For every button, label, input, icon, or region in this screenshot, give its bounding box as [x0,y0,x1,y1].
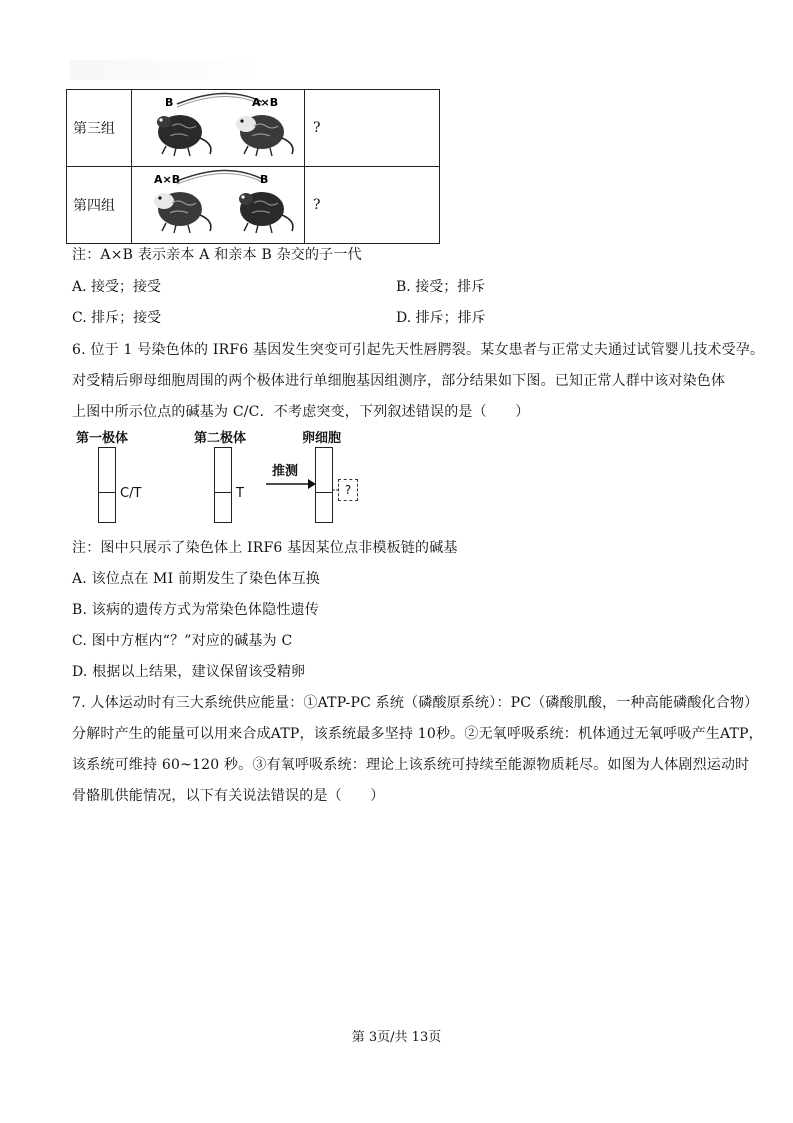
mouse-pair-illustration [132,90,304,162]
group-label: 第三组 [67,90,132,167]
mouse-dark-icon [239,192,293,233]
q6-stem-line: 上图中所示位点的碱基为 C/C．不考虑突变，下列叙述错误的是（ ） [72,404,530,420]
q7-stem-line: 分解时产生的能量可以用来合成ATP，该系统最多坚持 10秒。②无氧呼吸系统：机体通过无氧呼吸产生ATP， [72,726,763,742]
table-row [67,167,440,244]
scan-artifact [70,60,270,80]
result-cell: ? [305,167,440,244]
q5-option-a: A. 接受；接受 [72,279,162,295]
mouse-transplant-figure [132,167,305,244]
experiment-table [66,89,440,244]
q6-option-a: A. 该位点在 MI 前期发生了染色体互换 [72,571,320,587]
q7-stem-line: 骨骼肌供能情况，以下有关说法错误的是（ ） [72,788,385,804]
q5-option-b: B. 接受；排斥 [396,279,486,295]
second-polar-base: T [236,486,244,501]
q7-stem-line: 7. 人体运动时有三大系统供应能量：①ATP-PC 系统（磷酸原系统）：PC（磷酸肌酸，一种高能磷酸化合物） [72,695,759,711]
unknown-base-box: ? [338,479,358,501]
first-polar-chromosome [98,447,116,523]
mouse-hybrid-icon [236,115,293,156]
q6-stem-line: 对受精后卵母细胞周围的两个极体进行单细胞基因组测序，部分结果如下图。已知正常人群中该对染色体 [72,373,726,389]
mouse-pair-illustration [132,167,304,239]
group-label: 第四组 [67,167,132,244]
left-parent-label: A×B [154,173,181,186]
q6-option-b: B. 该病的遗传方式为常染色体隐性遗传 [72,602,319,618]
figure-note: 注：图中只展示了染色体上 IRF6 基因某位点非模板链的碱基 [72,540,458,556]
mouse-transplant-figure [132,90,305,167]
second-polar-chromosome [214,447,232,523]
table-note: 注：A×B 表示亲本 A 和亲本 B 杂交的子一代 [72,247,362,263]
q6-option-c: C. 图中方框内“？”对应的碱基为 C [72,633,293,649]
table-row [67,90,440,167]
q7-stem-line: 该系统可维持 60~120 秒。③有氧呼吸系统：理论上该系统可持续至能源物质耗尽。如图为人体剧烈运动时 [72,757,750,773]
egg-label: 卵细胞 [302,431,342,446]
mouse-dark-icon [157,115,211,156]
mouse-hybrid-icon [154,192,211,233]
second-polar-label: 第二极体 [194,431,247,446]
page-footer: 第 3页/共 13页 [351,1030,442,1045]
infer-arrow-label: 推测 [272,464,299,479]
right-parent-label: B [260,173,269,186]
result-cell: ? [305,90,440,167]
q5-option-c: C. 排斥；接受 [72,310,162,326]
q5-option-d: D. 排斥；排斥 [396,310,486,326]
first-polar-label: 第一极体 [76,431,129,446]
q6-option-d: D. 根据以上结果，建议保留该受精卵 [72,664,306,680]
egg-chromosome [315,447,333,523]
q6-stem-line: 6. 位于 1 号染色体的 IRF6 基因发生突变可引起先天性唇腭裂。某女患者与正常丈夫通过试管婴儿技术受孕。 [72,342,765,358]
arrow-right-icon [266,478,316,490]
right-parent-label: A×B [252,96,279,109]
first-polar-base: C/T [120,486,142,501]
left-parent-label: B [165,96,174,109]
